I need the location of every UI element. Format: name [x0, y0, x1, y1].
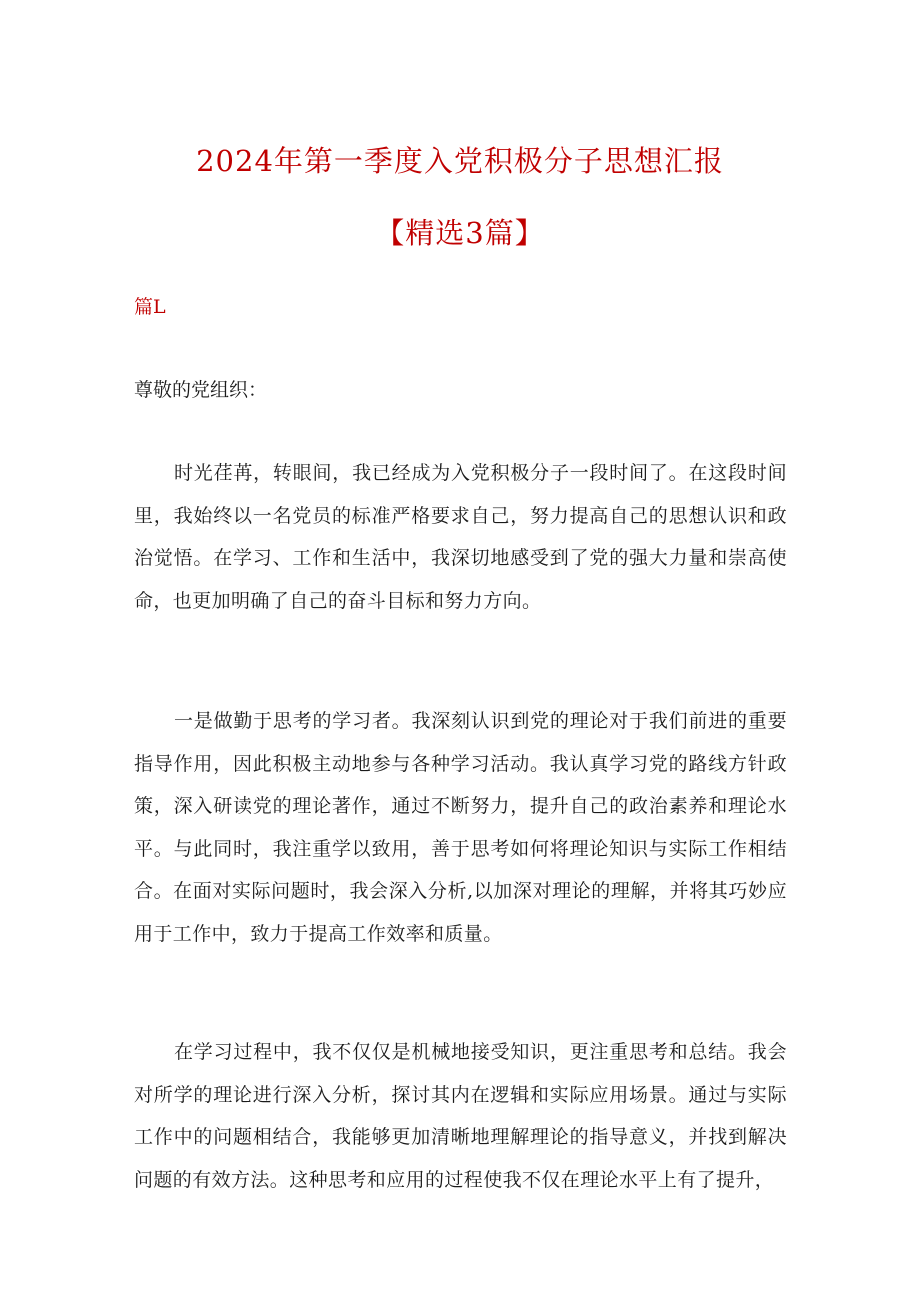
body-paragraph-3: 在学习过程中，我不仅仅是机械地接受知识，更注重思考和总结。我会对所学的理论进行深入分析，探讨其内在逻辑和实际应用场景。通过与实际工作中的问题相结合，我能够更加清晰地理解理论的指导意义，并找到解决问题的有效方法。这种思考和应用的过程使我不仅在理论水平上有了提升，	[134, 1041, 787, 1191]
salutation: 尊敬的党组织：	[134, 379, 268, 401]
document-subtitle: 【精选3篇】	[375, 216, 545, 250]
section-label: 篇L	[134, 296, 166, 318]
body-paragraph-2: 一是做勤于思考的学习者。我深刻认识到党的理论对于我们前进的重要指导作用，因此积极主动地参与各种学习活动。我认真学习党的路线方针政策，深入研读党的理论著作，通过不断努力，提升自己的政治素养和理论水平。与此同时，我注重学以致用，善于思考如何将理论知识与实际工作相结合。在面对实际问题时，我会深入分析,以加深对理论的理解，并将其巧妙应用于工作中，致力于提高工作效率和质量。	[134, 710, 787, 945]
body-paragraph-1: 时光荏苒，转眼间，我已经成为入党积极分子一段时间了。在这段时间里，我始终以一名党员的标准严格要求自己，努力提高自己的思想认识和政治觉悟。在学习、工作和生活中，我深切地感受到了党的强大力量和崇高使命，也更加明确了自己的奋斗目标和努力方向。	[134, 462, 787, 612]
document-title: 2024年第一季度入党积极分子思想汇报	[196, 144, 724, 178]
